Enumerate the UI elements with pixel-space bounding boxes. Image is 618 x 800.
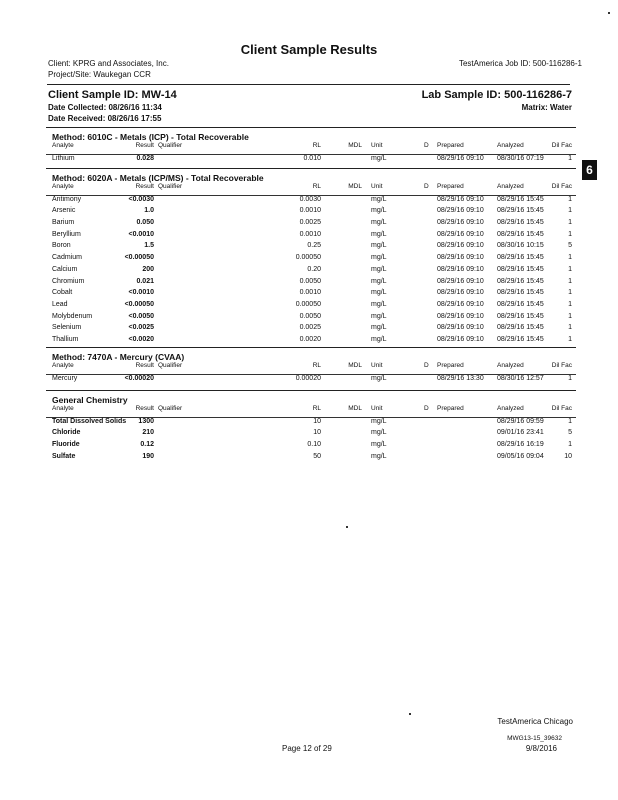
- section-title: General Chemistry: [52, 395, 128, 405]
- date-received: Date Received: 08/26/16 17:55: [48, 114, 162, 123]
- table-row: [46, 429, 576, 441]
- cell-rl: 0.0020: [299, 335, 321, 343]
- cell-analyzed: 08/29/16 15:45: [497, 324, 544, 332]
- cell-analyte: Antimony: [52, 195, 82, 203]
- cell-analyzed: 08/29/16 09:59: [497, 417, 544, 425]
- column-header-mdl: MDL: [348, 405, 362, 412]
- cell-analyzed: 08/29/16 15:45: [497, 195, 544, 203]
- date-collected: Date Collected: 08/26/16 11:34: [48, 103, 162, 112]
- cell-dil: 5: [568, 429, 572, 437]
- table-row: [46, 336, 576, 348]
- cell-result: 210: [142, 429, 154, 437]
- cell-result: <0.0010: [128, 289, 154, 297]
- cell-rl: 0.00050: [295, 254, 321, 262]
- column-header-rl: RL: [312, 142, 321, 149]
- cell-prepared: 08/29/16 09:10: [437, 230, 484, 238]
- cell-dil: 1: [568, 289, 572, 297]
- column-header-dil-fac: Dil Fac: [551, 362, 572, 369]
- cell-prepared: 08/29/16 09:10: [437, 312, 484, 320]
- cell-rl: 0.00050: [295, 300, 321, 308]
- cell-analyzed: 08/29/16 15:45: [497, 335, 544, 343]
- section-title: Method: 6010C - Metals (ICP) - Total Recoverable: [52, 132, 249, 142]
- column-header-analyzed: Analyzed: [497, 183, 524, 190]
- section-divider: [46, 168, 576, 169]
- cell-dil: 1: [568, 265, 572, 273]
- cell-unit: mg/L: [371, 289, 387, 297]
- cell-dil: 1: [568, 277, 572, 285]
- scan-speck: [346, 526, 348, 528]
- column-header-analyzed: Analyzed: [497, 142, 524, 149]
- cell-result: 0.12: [140, 441, 154, 449]
- cell-rl: 0.10: [307, 441, 321, 449]
- cell-prepared: 08/29/16 09:10: [437, 265, 484, 273]
- cell-unit: mg/L: [371, 230, 387, 238]
- column-header-mdl: MDL: [348, 362, 362, 369]
- cell-result: <0.00020: [124, 374, 154, 382]
- cell-result: <0.0025: [128, 324, 154, 332]
- cell-rl: 0.0025: [299, 324, 321, 332]
- column-header-analyzed: Analyzed: [497, 405, 524, 412]
- column-header-result: Result: [135, 183, 154, 190]
- column-header-dil-fac: Dil Fac: [551, 142, 572, 149]
- job-id: TestAmerica Job ID: 500-116286-1: [458, 59, 582, 68]
- cell-analyte: Cobalt: [52, 289, 73, 297]
- cell-dil: 1: [568, 154, 572, 162]
- cell-result: <0.0030: [128, 195, 154, 203]
- cell-dil: 1: [568, 335, 572, 343]
- cell-rl: 10: [313, 417, 321, 425]
- method-6010c-section: [46, 127, 576, 166]
- cell-analyte: Calcium: [52, 265, 78, 273]
- column-header-qualifier: Qualifier: [158, 362, 183, 369]
- cell-rl: 0.20: [307, 265, 321, 273]
- column-header-rl: RL: [312, 183, 321, 190]
- cell-analyzed: 08/30/16 12:57: [497, 374, 544, 382]
- table-row: [46, 453, 576, 465]
- table-row: [46, 196, 576, 208]
- cell-dil: 1: [568, 254, 572, 262]
- column-header-result: Result: [135, 142, 154, 149]
- cell-prepared: 08/29/16 09:10: [437, 300, 484, 308]
- cell-analyte: Selenium: [52, 324, 82, 332]
- cell-dil: 10: [564, 452, 572, 460]
- table-row: [46, 301, 576, 313]
- column-header-d: D: [424, 362, 429, 369]
- cell-prepared: 08/29/16 09:10: [437, 335, 484, 343]
- column-header-d: D: [424, 183, 429, 190]
- cell-result: 1300: [138, 417, 154, 425]
- table-row: [46, 207, 576, 219]
- cell-rl: 0.0010: [299, 230, 321, 238]
- cell-unit: mg/L: [371, 452, 387, 460]
- table-row: [46, 289, 576, 301]
- cell-rl: 10: [313, 429, 321, 437]
- cell-analyzed: 09/05/16 09:04: [497, 452, 544, 460]
- table-row: [46, 231, 576, 243]
- cell-result: 0.028: [136, 154, 154, 162]
- cell-dil: 1: [568, 441, 572, 449]
- cell-unit: mg/L: [371, 441, 387, 449]
- cell-analyzed: 08/29/16 15:45: [497, 289, 544, 297]
- cell-unit: mg/L: [371, 417, 387, 425]
- section-title: Method: 7470A - Mercury (CVAA): [52, 352, 185, 362]
- column-header-prepared: Prepared: [437, 142, 464, 149]
- cell-unit: mg/L: [371, 324, 387, 332]
- column-header-dil-fac: Dil Fac: [551, 183, 572, 190]
- column-header-analyte: Analyte: [52, 183, 74, 190]
- table-row: [46, 324, 576, 336]
- section-title: Method: 6020A - Metals (ICP/MS) - Total Recoverable: [52, 173, 264, 183]
- page-title: Client Sample Results: [240, 42, 378, 57]
- cell-prepared: 08/29/16 09:10: [437, 219, 484, 227]
- cell-analyzed: 08/29/16 15:45: [497, 312, 544, 320]
- project-site: Project/Site: Waukegan CCR: [48, 70, 151, 79]
- column-header-rl: RL: [312, 405, 321, 412]
- table-row: [46, 242, 576, 254]
- cell-prepared: 08/29/16 09:10: [437, 207, 484, 215]
- cell-analyte: Sulfate: [52, 452, 76, 460]
- cell-unit: mg/L: [371, 265, 387, 273]
- cell-unit: mg/L: [371, 429, 387, 437]
- column-header-dil-fac: Dil Fac: [551, 405, 572, 412]
- cell-prepared: 08/29/16 09:10: [437, 195, 484, 203]
- column-header-unit: Unit: [371, 405, 383, 412]
- table-row: [46, 313, 576, 325]
- cell-rl: 0.0050: [299, 312, 321, 320]
- scan-speck: [608, 12, 610, 14]
- table-row: [46, 278, 576, 290]
- cell-dil: 1: [568, 230, 572, 238]
- cell-dil: 1: [568, 207, 572, 215]
- footer-page-number: Page 12 of 29: [282, 744, 332, 753]
- footer-date: 9/8/2016: [525, 744, 557, 753]
- section-divider: [46, 390, 576, 391]
- cell-result: <0.0010: [128, 230, 154, 238]
- column-header-rl: RL: [312, 362, 321, 369]
- cell-result: <0.00050: [124, 254, 154, 262]
- cell-analyte: Cadmium: [52, 254, 82, 262]
- cell-dil: 1: [568, 195, 572, 203]
- column-header-analyte: Analyte: [52, 142, 74, 149]
- cell-result: 1.5: [144, 242, 154, 250]
- cell-analyte: Chromium: [52, 277, 85, 285]
- lab-sample-id: Lab Sample ID: 500-116286-7: [421, 89, 572, 101]
- cell-analyte: Fluoride: [52, 441, 80, 449]
- cell-analyte: Thallium: [52, 335, 79, 343]
- cell-unit: mg/L: [371, 207, 387, 215]
- column-header-unit: Unit: [371, 362, 383, 369]
- cell-prepared: 08/29/16 09:10: [437, 154, 484, 162]
- column-header-mdl: MDL: [348, 142, 362, 149]
- method-6020a-section: [46, 168, 576, 348]
- cell-dil: 1: [568, 324, 572, 332]
- general-chemistry-section: [46, 390, 576, 464]
- cell-result: 0.021: [136, 277, 154, 285]
- cell-rl: 0.0050: [299, 277, 321, 285]
- cell-analyte: Molybdenum: [52, 312, 93, 320]
- footer-company: TestAmerica Chicago: [497, 717, 573, 726]
- footer-doc-code: MWG13-15_39632: [507, 735, 562, 742]
- cell-prepared: 08/29/16 09:10: [437, 324, 484, 332]
- cell-rl: 50: [313, 452, 321, 460]
- cell-prepared: 08/29/16 09:10: [437, 254, 484, 262]
- cell-analyzed: 08/29/16 15:45: [497, 230, 544, 238]
- cell-rl: 0.0010: [299, 207, 321, 215]
- cell-dil: 1: [568, 417, 572, 425]
- cell-analyzed: 08/30/16 07:19: [497, 154, 544, 162]
- method-7470a-section: [46, 347, 576, 386]
- column-header-prepared: Prepared: [437, 183, 464, 190]
- column-header-result: Result: [135, 362, 154, 369]
- table-row: [46, 219, 576, 231]
- section-divider: [46, 347, 576, 348]
- cell-dil: 1: [568, 312, 572, 320]
- cell-analyzed: 08/29/16 15:45: [497, 277, 544, 285]
- cell-analyte: Lithium: [52, 154, 75, 162]
- cell-result: 1.0: [144, 207, 154, 215]
- cell-prepared: 08/29/16 13:30: [437, 374, 484, 382]
- cell-analyte: Chloride: [52, 429, 81, 437]
- column-header-row: [46, 405, 576, 418]
- cell-analyzed: 08/29/16 15:45: [497, 300, 544, 308]
- cell-prepared: 08/29/16 09:10: [437, 277, 484, 285]
- cell-analyzed: 08/29/16 15:45: [497, 265, 544, 273]
- column-header-qualifier: Qualifier: [158, 142, 183, 149]
- cell-prepared: 08/29/16 09:10: [437, 242, 484, 250]
- cell-dil: 1: [568, 219, 572, 227]
- cell-rl: 0.010: [303, 154, 321, 162]
- table-row: [46, 441, 576, 453]
- cell-unit: mg/L: [371, 312, 387, 320]
- client-name: Client: KPRG and Associates, Inc.: [48, 59, 169, 68]
- cell-unit: mg/L: [371, 254, 387, 262]
- cell-analyte: Boron: [52, 242, 71, 250]
- cell-analyzed: 08/29/16 15:45: [497, 207, 544, 215]
- section-tab-marker: 6: [582, 160, 597, 180]
- cell-result: <0.0050: [128, 312, 154, 320]
- cell-rl: 0.0010: [299, 289, 321, 297]
- cell-dil: 1: [568, 300, 572, 308]
- cell-result: 190: [142, 452, 154, 460]
- scan-speck: [409, 713, 411, 715]
- column-header-row: [46, 183, 576, 196]
- table-row: [46, 375, 576, 387]
- table-row: [46, 266, 576, 278]
- client-sample-id: Client Sample ID: MW-14: [48, 89, 177, 101]
- cell-rl: 0.25: [307, 242, 321, 250]
- column-header-row: [46, 142, 576, 155]
- column-header-row: [46, 362, 576, 375]
- header-divider: [47, 84, 570, 85]
- cell-unit: mg/L: [371, 242, 387, 250]
- column-header-prepared: Prepared: [437, 362, 464, 369]
- cell-unit: mg/L: [371, 335, 387, 343]
- cell-prepared: 08/29/16 09:10: [437, 289, 484, 297]
- column-header-d: D: [424, 405, 429, 412]
- cell-unit: mg/L: [371, 219, 387, 227]
- cell-analyzed: 08/29/16 16:19: [497, 441, 544, 449]
- cell-rl: 0.00020: [295, 374, 321, 382]
- cell-analyte: Mercury: [52, 374, 78, 382]
- column-header-unit: Unit: [371, 142, 383, 149]
- cell-analyte: Lead: [52, 300, 68, 308]
- table-row: [46, 155, 576, 167]
- cell-dil: 1: [568, 374, 572, 382]
- column-header-prepared: Prepared: [437, 405, 464, 412]
- column-header-analyzed: Analyzed: [497, 362, 524, 369]
- column-header-result: Result: [135, 405, 154, 412]
- cell-result: <0.0020: [128, 335, 154, 343]
- table-row: [46, 254, 576, 266]
- section-divider: [46, 127, 576, 128]
- cell-analyte: Barium: [52, 219, 75, 227]
- column-header-qualifier: Qualifier: [158, 183, 183, 190]
- cell-dil: 5: [568, 242, 572, 250]
- cell-analyte: Beryllium: [52, 230, 81, 238]
- column-header-analyte: Analyte: [52, 405, 74, 412]
- cell-result: 0.050: [136, 219, 154, 227]
- cell-unit: mg/L: [371, 195, 387, 203]
- table-row: [46, 418, 576, 430]
- cell-unit: mg/L: [371, 154, 387, 162]
- cell-result: <0.00050: [124, 300, 154, 308]
- cell-unit: mg/L: [371, 300, 387, 308]
- column-header-qualifier: Qualifier: [158, 405, 183, 412]
- cell-rl: 0.0025: [299, 219, 321, 227]
- cell-analyzed: 09/01/16 23:41: [497, 429, 544, 437]
- cell-analyte: Total Dissolved Solids: [52, 417, 127, 425]
- column-header-analyte: Analyte: [52, 362, 74, 369]
- column-header-mdl: MDL: [348, 183, 362, 190]
- cell-analyte: Arsenic: [52, 207, 76, 215]
- cell-analyzed: 08/29/16 15:45: [497, 219, 544, 227]
- matrix: Matrix: Water: [521, 103, 572, 112]
- cell-analyzed: 08/29/16 15:45: [497, 254, 544, 262]
- column-header-d: D: [424, 142, 429, 149]
- cell-result: 200: [142, 265, 154, 273]
- cell-rl: 0.0030: [299, 195, 321, 203]
- cell-unit: mg/L: [371, 277, 387, 285]
- column-header-unit: Unit: [371, 183, 383, 190]
- cell-unit: mg/L: [371, 374, 387, 382]
- cell-analyzed: 08/30/16 10:15: [497, 242, 544, 250]
